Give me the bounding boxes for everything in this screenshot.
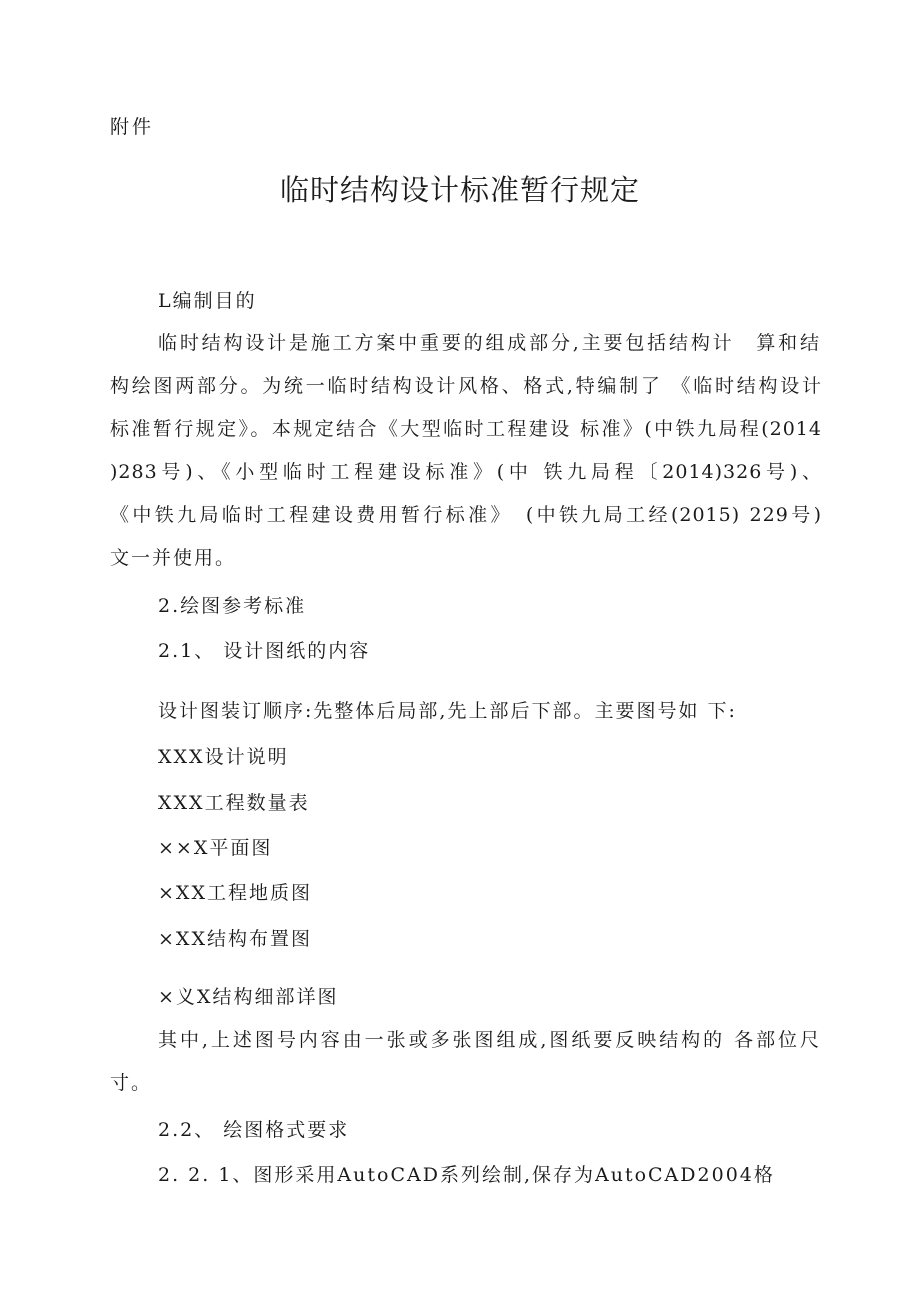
- paragraph-line: 临时结构设计是施工方案中重要的组成部分,主要包括结构计 算和结: [158, 332, 820, 354]
- subsection-heading-drawing-content: 2.1、 设计图纸的内容: [158, 640, 371, 662]
- paragraph-line: 寸。: [110, 1072, 153, 1094]
- paragraph-line: 《中铁九局临时工程建设费用暂行标准》 (中铁九局工经(2015) 229号): [110, 504, 822, 526]
- subsection-heading-drawing-format: 2.2、 绘图格式要求: [158, 1119, 350, 1141]
- list-item: XXX设计说明: [158, 746, 289, 768]
- paragraph-line: 设计图装订顺序:先整体后局部,先上部后下部。主要图号如 下:: [158, 700, 737, 722]
- paragraph-line: 构绘图两部分。为统一临时结构设计风格、格式,特编制了 《临时结构设计: [110, 375, 822, 397]
- paragraph-line: )283号)、《小型临时工程建设标准》(中 铁九局程〔2014)326号)、: [110, 461, 822, 483]
- list-item: ×XX结构布置图: [158, 928, 312, 950]
- paragraph-line: 其中,上述图号内容由一张或多张图组成,图纸要反映结构的 各部位尺: [158, 1029, 820, 1051]
- list-item: ××X平面图: [158, 837, 273, 859]
- paragraph-line: 2. 2. 1、图形采用AutoCAD系列绘制,保存为AutoCAD2004格: [158, 1164, 775, 1186]
- attachment-label: 附件: [110, 116, 155, 138]
- section-heading-drawing-standard: 2.绘图参考标准: [158, 595, 307, 617]
- list-item: ×XX工程地质图: [158, 882, 312, 904]
- paragraph-line: 文一并使用。: [110, 547, 237, 569]
- paragraph-line: 标准暂行规定》。本规定结合《大型临时工程建设 标准》(中铁九局程(2014: [110, 418, 822, 440]
- section-heading-purpose: L编制目的: [158, 290, 257, 312]
- list-item: XXX工程数量表: [158, 792, 310, 814]
- document-title: 临时结构设计标准暂行规定: [279, 173, 640, 207]
- list-item: ×义X结构细部详图: [158, 986, 339, 1008]
